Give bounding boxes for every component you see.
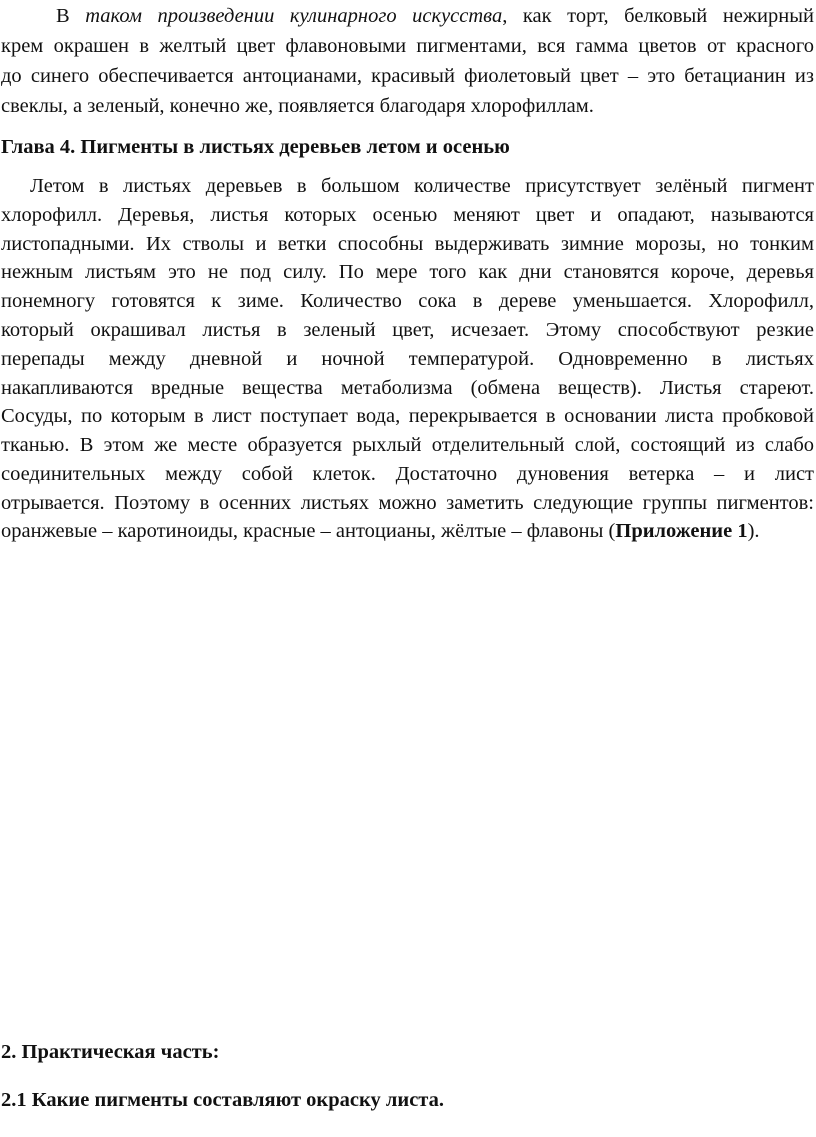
paragraph2-line: перепады между дневной и ночной температурой. Одновременно в листьях bbox=[1, 347, 814, 370]
paragraph2-line: понемногу готовятся к зиме. Количество сока в дереве уменьшается. Хлорофилл, bbox=[1, 290, 814, 313]
appendix-reference: Приложение 1 bbox=[615, 520, 748, 542]
paragraph2-line: Сосуды, по которым в лист поступает вода, перекрывается в основании листа пробковой bbox=[1, 405, 814, 428]
paragraph2-last-line bbox=[1, 519, 814, 543]
paragraph1-line: крем окрашен в желтый цвет флавоновыми пигментами, вся гамма цветов от красного bbox=[1, 35, 814, 57]
paragraph2-line: соединительных между собой клеток. Достаточно дуновения ветерка – и лист bbox=[1, 463, 814, 485]
chapter-heading: Глава 4. Пигменты в листьях деревьев летом и осенью bbox=[1, 136, 510, 158]
text: , как торт, белковый нежирный bbox=[502, 5, 814, 27]
paragraph2-line: накапливаются вредные вещества метаболизма (обмена веществ). Листья стареют. bbox=[1, 376, 814, 399]
subsection-heading: 2.1 Какие пигменты составляют окраску листа. bbox=[1, 1089, 444, 1111]
paragraph2-line: тканью. В этом же месте образуется рыхлый отделительный слой, состоящий из слабо bbox=[1, 434, 814, 457]
paragraph2-line: нежным листьям это не под силу. По мере того как дни становятся короче, деревья bbox=[1, 261, 814, 284]
text: В bbox=[56, 5, 86, 27]
section-heading: 2. Практическая часть: bbox=[1, 1041, 220, 1063]
text: ). bbox=[747, 520, 760, 542]
paragraph2-line: который окрашивал листья в зеленый цвет, исчезает. Этому способствуют резкие bbox=[1, 319, 814, 341]
paragraph2-line: листопадными. Их стволы и ветки способны выдерживать зимние морозы, но тонким bbox=[1, 232, 814, 255]
paragraph1-line bbox=[56, 4, 814, 28]
paragraph1-line: до синего обеспечивается антоцианами, красивый фиолетовый цвет – это бетацианин из bbox=[1, 65, 814, 87]
text: оранжевые – каротиноиды, красные – антоцианы, жёлтые – флавоны ( bbox=[1, 520, 616, 542]
paragraph1-line: свеклы, а зеленый, конечно же, появляется благодаря хлорофиллам. bbox=[1, 95, 594, 117]
paragraph2-line: хлорофилл. Деревья, листья которых осенью меняют цвет и опадают, называются bbox=[1, 203, 814, 226]
paragraph2-line: Летом в листьях деревьев в большом количестве присутствует зелёный пигмент bbox=[30, 175, 814, 197]
paragraph2-line: отрывается. Поэтому в осенних листьях можно заметить следующие группы пигментов: bbox=[1, 491, 814, 514]
italic-text: таком произведении кулинарного искусства bbox=[85, 5, 503, 27]
